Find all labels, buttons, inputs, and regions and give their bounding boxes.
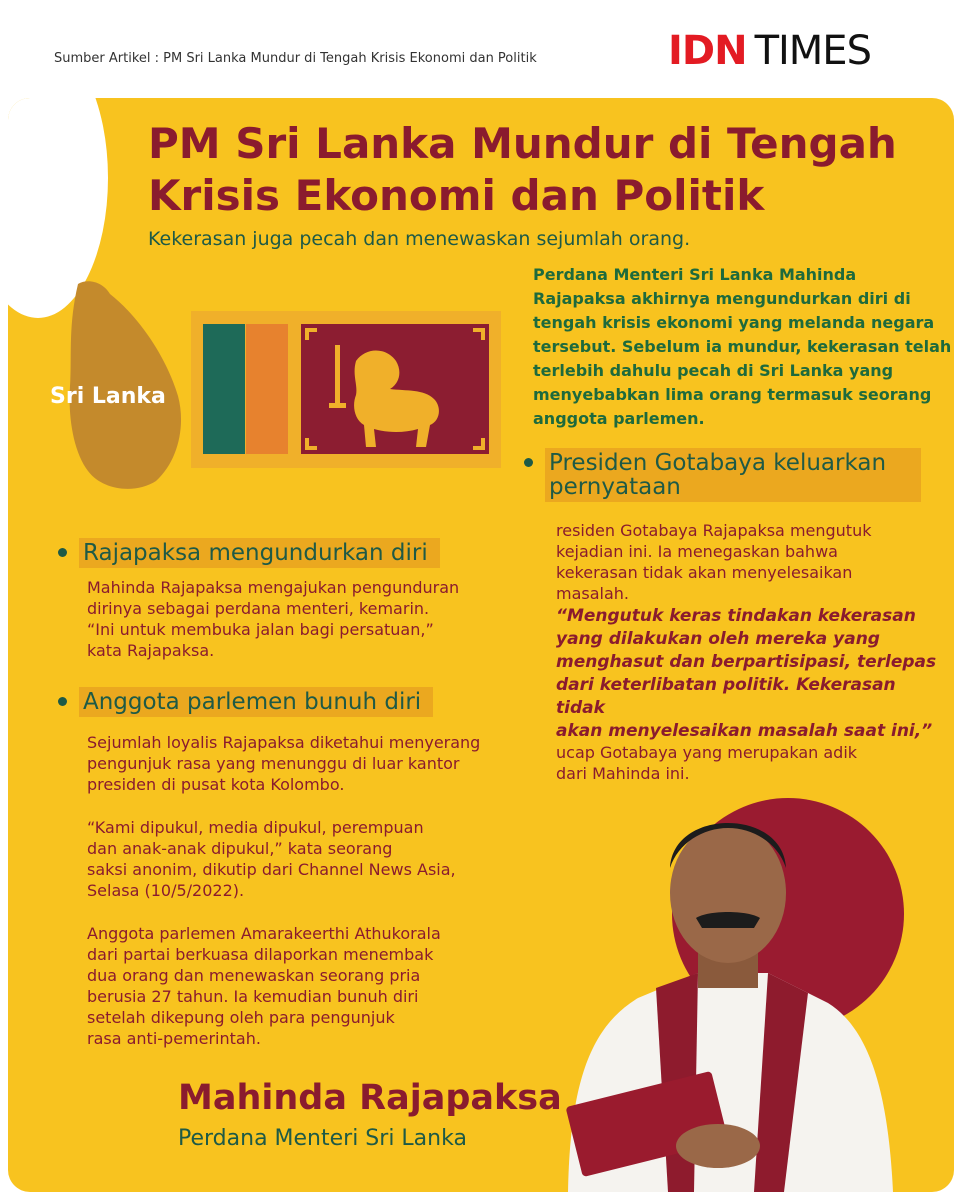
bullet-dot-icon xyxy=(58,697,67,706)
article-subtitle: Kekerasan juga pecah dan menewaskan sejumlah orang. xyxy=(148,228,691,250)
president-quote: “Mengutuk keras tindakan kekerasan yang dilakukan oleh mereka yang menghasut dan berpartisipasi, terlepas dari keterlibatan politik. Kekerasan tidak akan menyelesaikan masalah saat ini,” xyxy=(556,606,937,741)
section-mp-paragraph-2: Anggota parlemen Amarakeerthi Athukorala dari partai berkuasa dilaporkan menembak dua orang dan menewaskan seorang pria berusia 27 tahun. Ia kemudian bunuh diri setelah dikepung oleh para pengunjuk rasa anti-pemerintah. xyxy=(87,924,441,1048)
source-credit: Sumber Artikel : PM Sri Lanka Mundur di Tengah Krisis Ekonomi dan Politik xyxy=(54,51,537,66)
section-mp-heading xyxy=(58,687,433,717)
bullet-dot-icon xyxy=(58,548,67,557)
section-heading-text: Rajapaksa mengundurkan diri xyxy=(79,538,440,568)
logo-idn: IDN xyxy=(668,28,747,74)
section-president-heading xyxy=(524,448,921,502)
section-mp-quote: “Kami dipukul, media dipukul, perempuan dan anak-anak dipukul,” kata seorang saksi anonim, dikutip dari Channel News Asia, Selasa (10/5/2022). xyxy=(87,818,456,900)
section-resign-heading xyxy=(58,538,440,568)
caption-name: Mahinda Rajapaksa xyxy=(178,1078,562,1118)
sri-lanka-flag-icon xyxy=(191,311,501,468)
section-heading-text: Presiden Gotabaya keluarkan pernyataan xyxy=(545,448,921,502)
president-attribution: ucap Gotabaya yang merupakan adik dari Mahinda ini. xyxy=(556,743,858,783)
idn-times-logo[interactable] xyxy=(668,28,871,74)
logo-times: TIMES xyxy=(754,28,871,74)
map-label: Sri Lanka xyxy=(50,384,166,409)
infographic-card xyxy=(8,98,954,1192)
section-heading-text: Anggota parlemen bunuh diri xyxy=(79,687,433,717)
section-president-paragraph: residen Gotabaya Rajapaksa mengutuk kejadian ini. Ia menegaskan bahwa kekerasan tidak akan menyelesaikan masalah. xyxy=(556,521,872,603)
intro-paragraph: Perdana Menteri Sri Lanka Mahinda Rajapaksa akhirnya mengundurkan diri di tengah krisis ekonomi yang melanda negara tersebut. Sebelum ia mundur, kekerasan telah terlebih dahulu pecah di Sri Lanka yang menyebabkan lima orang termasuk seorang anggota parlemen. xyxy=(533,265,952,428)
bullet-dot-icon xyxy=(524,458,533,467)
portrait-illustration xyxy=(548,788,908,1192)
section-resign-body: Mahinda Rajapaksa mengajukan pengunduran dirinya sebagai perdana menteri, kemarin. “Ini untuk membuka jalan bagi persatuan,” kata Rajapaksa. xyxy=(87,578,460,660)
article-title: PM Sri Lanka Mundur di Tengah Krisis Ekonomi dan Politik xyxy=(148,119,897,220)
section-mp-paragraph-1: Sejumlah loyalis Rajapaksa diketahui menyerang pengunjuk rasa yang menunggu di luar kantor presiden di pusat kota Kolombo. xyxy=(87,733,481,794)
caption-role: Perdana Menteri Sri Lanka xyxy=(178,1126,467,1151)
